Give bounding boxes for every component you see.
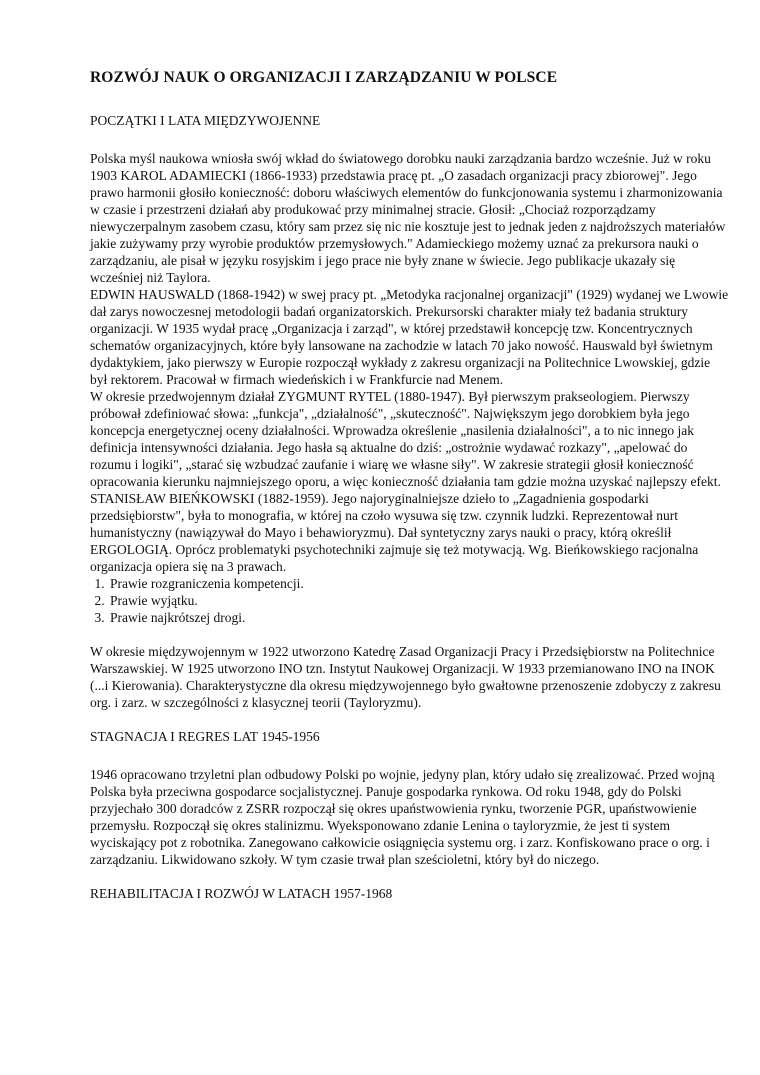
paragraph-adamiecki: Polska myśl naukowa wniosła swój wkład do światowego dorobku nauki zarządzania bardzo wcześnie. Już w roku 1903 KAROL ADAMIECKI (1866-1933) przedstawia pracę pt. „O zasadach organizacji pracy zbiorowej". Jego prawo harmonii głosiło konieczność: doboru właściwych elementów do funkcjonowania systemu i zharmonizowania w czasie i przestrzeni działań aby produkować przy minimalnej stracie. Głosił: „Chociaż rozporządzamy niewyczerpalnym zasobem czasu, który sam przez się nic nie kosztuje jest to jednak jeden z najdroższych materiałów jakie zużywamy przy wyrobie produktów przemysłowych." Adamieckiego możemy uznać za prekursora nauki o zarządzaniu, ale pisał w języku rosyjskim i jego prace nie były znane w świecie. Jego publikacje ukazały się wcześniej niż Taylora. [90, 151, 726, 285]
section-heading-interwar: POCZĄTKI I LATA MIĘDZYWOJENNE [90, 113, 321, 128]
document-body [90, 68, 730, 903]
document-title: ROZWÓJ NAUK O ORGANIZACJI I ZARZĄDZANIU W POLSCE [90, 69, 558, 86]
paragraph-bienkowski: STANISŁAW BIEŃKOWSKI (1882-1959). Jego najoryginalniejsze dzieło to „Zagadnienia gospodarki przedsiębiorstw", była to monografia, w której na czoło wysuwa się tzw. czynnik ludzki. Reprezentował nurt humanistyczny (nawiązywał do Mayo i behawioryzmu). Dał syntetyczny zarys nauki o pracy, którą określił ERGOLOGIĄ. Oprócz problematyki psychotechniki zajmuje się też motywacją. Wg. Bieńkowskiego racjonalna organizacja opiera się na 3 prawach. [90, 491, 699, 574]
section-heading-rehabilitation: REHABILITACJA I ROZWÓJ W LATACH 1957-1968 [90, 886, 393, 901]
section-heading-stagnation: STAGNACJA I REGRES LAT 1945-1956 [90, 729, 320, 744]
paragraph-stagnation: 1946 opracowano trzyletni plan odbudowy Polski po wojnie, jedyny plan, który udało się zrealizować. Przed wojną Polska była przeciwna gospodarce socjalistycznej. Panuje gospodarka rynkowa. Od roku 1948, gdy do Polski przyjechało 300 doradców z ZSRR rozpoczął się okres upaństwowienia rynku, tworzenie PGR, upaństwowienie przemysłu. Rozpoczął się okres stalinizmu. Wyeksponowano zdanie Lenina o tayloryzmie, że jest ti system wyciskający pot z robotnika. Zanegowano całkowicie osiągnięcia systemu org. i zarz. Konfiskowano prace o org. i zarządzaniu. Likwidowano szkoły. W tym czasie trwał plan sześcioletni, który był do niczego. [90, 767, 715, 867]
laws-list [90, 575, 730, 626]
list-item: 1. Prawie rozgraniczenia kompetencji. [108, 575, 730, 592]
paragraph-hauswald: EDWIN HAUSWALD (1868-1942) w swej pracy pt. „Metodyka racjonalnej organizacji" (1929) wydanej we Lwowie dał zarys nowoczesnej metodologii badań organizatorskich. Prekursorski charakter miały też badania struktury organizacji. W 1935 wydał pracę „Organizacja i zarząd", w której przedstawił koncepcję tzw. Koncentrycznych schematów organizacyjnych, które były lansowane na zachodzie w latach 70 jako nowość. Hauswald był świetnym dydaktykiem, jako pierwszy w Europie rozpoczął wykłady z zakresu organizacji na Politechnice Lwowskiej, gdzie był rektorem. Pracował w firmach wiedeńskich i w Frankfurcie nad Menem. [90, 287, 729, 387]
list-item: 3. Prawie najkrótszej drogi. [108, 609, 730, 626]
paragraph-rytel: W okresie przedwojennym działał ZYGMUNT RYTEL (1880-1947). Był pierwszym prakseologiem. Pierwszy próbował zdefiniować słowa: „funkcja", „działalność", „skuteczność". Największym jego dorobkiem była jego koncepcja energetycznej oceny działalności. Wprowadza określenie „nasilenia działalności", a to nic innego jak definicja intensywności działania. Jego hasła są aktualne do dziś: „ostrożnie wydawać rozkazy", „apelować do rozumu i logiki", „starać się wzbudzać zaufanie i wiarę we własne siły". W zakresie strategii głosił konieczność opracowania kierunku najmniejszego oporu, a więc konieczność działania tam gdzie można uzyskać najlepszy efekt. [90, 389, 721, 489]
paragraph-interwar-summary: W okresie międzywojennym w 1922 utworzono Katedrę Zasad Organizacji Pracy i Przedsiębiorstw na Politechnice Warszawskiej. W 1925 utworzono INO tzn. Instytut Naukowej Organizacji. W 1933 przemianowano INO na INOK (...i Kierowania). Charakterystyczne dla okresu międzywojennego było gwałtowne przenoszenie zdobyczy z zakresu org. i zarz. w szczególności z klasycznej teorii (Tayloryzmu). [90, 644, 721, 710]
list-item: 2. Prawie wyjątku. [108, 592, 730, 609]
